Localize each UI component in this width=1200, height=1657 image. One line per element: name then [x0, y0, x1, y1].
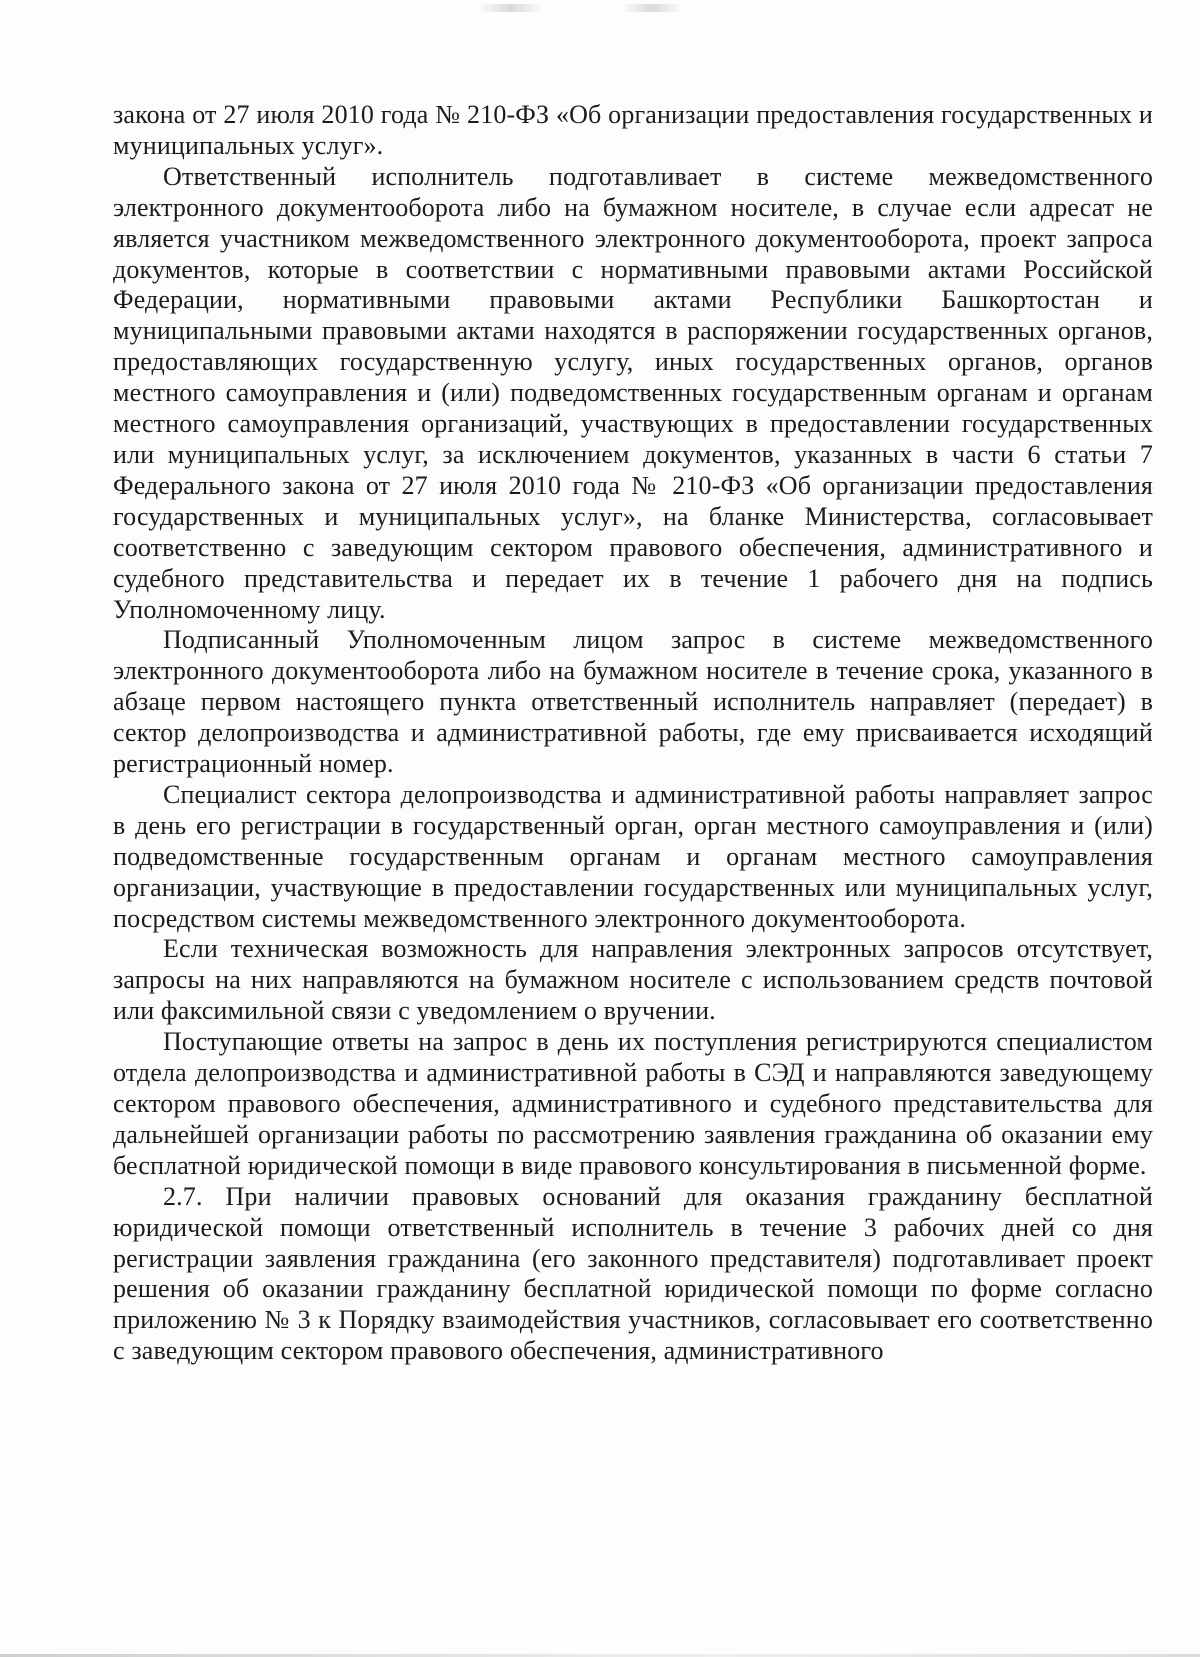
- document-body: [113, 100, 1153, 1367]
- paragraph-section-2-7: 2.7. При наличии правовых оснований для оказания гражданину бесплатной юридической помощи ответственный исполнитель в течение 3 рабочих дней со дня регистрации заявления гражданина (его законного представителя) подготавливает проект решения об оказании гражданину бесплатной юридической помощи по форме согласно приложению № 3 к Порядку взаимодействия участников, согласовывает его соответственно с заведующим сектором правового обеспечения, административного: [113, 1181, 1153, 1366]
- paragraph-incoming-answers: Поступающие ответы на запрос в день их поступления регистрируются специалистом отдела делопроизводства и административной работы в СЭД и направляются заведующему сектором правового обеспечения, административного и судебного представительства для дальнейшей организации работы по рассмотрению заявления гражданина об оказании ему бесплатной юридической помощи в виде правового консультирования в письменной форме.: [113, 1027, 1153, 1180]
- paragraph-request-dispatch: Специалист сектора делопроизводства и административной работы направляет запрос в день его регистрации в государственный орган, орган местного самоуправления и (или) подведомственные государственным органам и органам местного самоуправления организации, участвующие в предоставлении государственных или муниципальных услуг, посредством системы межведомственного электронного документооборота.: [113, 779, 1153, 933]
- paragraph-request-preparation: Ответственный исполнитель подготавливает в системе межведомственного электронного документооборота либо на бумажном носителе, в случае если адресат не является участником межведомственного электронного документооборота, проект запроса документов, которые в соответствии с нормативными правовыми актами Российской Федерации, нормативными правовыми актами Республики Башкортостан и муниципальными правовыми актами находятся в распоряжении государственных органов, предоставляющих государственную услугу, иных государственных органов, органов местного самоуправления и (или) подведомственных государственным органам и органам местного самоуправления организаций, участвующих в предоставлении государственных или муниципальных услуг, за исключением документов, указанных в части 6 статьи 7 Федерального закона от 27 июля 2010 года № 210-ФЗ «Об организации предоставления государственных и муниципальных услуг», на бланке Министерства, согласовывает соответственно с заведующим сектором правового обеспечения, административного и судебного представительства и передает их в течение 1 рабочего дня на подпись Уполномоченному лицу.: [113, 161, 1153, 624]
- scan-artifact: [622, 4, 682, 12]
- scan-artifact: [478, 4, 544, 12]
- paragraph-paper-requests: Если техническая возможность для направления электронных запросов отсутствует, запросы на них направляются на бумажном носителе с использованием средств почтовой или факсимильной связи с уведомлением о вручении.: [113, 934, 1153, 1026]
- paragraph-continuation: закона от 27 июля 2010 года № 210-ФЗ «Об организации предоставления государственных и муниципальных услуг».: [113, 100, 1153, 160]
- paragraph-signed-request: Подписанный Уполномоченным лицом запрос в системе межведомственного электронного документооборота либо на бумажном носителе в течение срока, указанного в абзаце первом настоящего пункта ответственный исполнитель направляет (передает) в сектор делопроизводства и административной работы, где ему присваивается исходящий регистрационный номер.: [113, 625, 1153, 779]
